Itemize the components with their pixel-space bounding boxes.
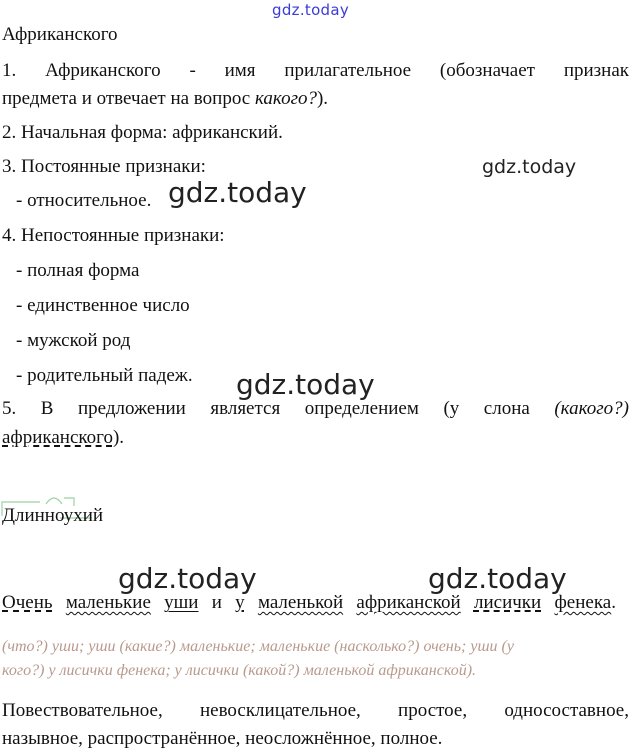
p5-w0: 5. xyxy=(2,398,17,419)
sentence-w9: фенека xyxy=(554,592,612,613)
p4-item-3: - мужской род xyxy=(16,330,131,351)
word2-text: Длинноухий xyxy=(2,505,104,526)
summary-w0: Повествовательное, xyxy=(2,700,163,721)
sentence-w9-wrap xyxy=(554,592,615,614)
p3-line: 3. Постоянные признаки: xyxy=(2,156,206,177)
summary-w2: простое, xyxy=(398,700,468,721)
p5-w6: слона xyxy=(483,398,530,419)
p1-w3: имя xyxy=(224,60,256,81)
p1-w4: прилагательное xyxy=(284,60,412,81)
sentence-w4: и xyxy=(211,592,222,613)
sentence-w6: маленькой xyxy=(257,592,344,613)
sentence-w1: Очень xyxy=(2,592,53,613)
sentence-w5: у xyxy=(235,592,245,613)
faint-line-2: кого?) у лисички фенека; у лисички (какой?) маленькой африканской). xyxy=(2,662,477,679)
p1-w2: - xyxy=(189,60,196,81)
watermark-4: gdz.today xyxy=(118,562,257,595)
sentence-w8: лисички xyxy=(473,592,542,613)
p5-line2-end: ). xyxy=(112,427,125,448)
sentence-w3: уши xyxy=(164,592,199,613)
p5-w4: определением xyxy=(304,398,419,419)
p5-w1: В xyxy=(40,398,54,419)
p1-w5: (обозначает xyxy=(439,60,535,81)
summary-line1 xyxy=(2,700,629,722)
p5-w2: предложении xyxy=(78,398,186,419)
faint-line-1: (что?) уши; уши (какие?) маленькие; маленькие (насколько?) очень; уши (у xyxy=(2,638,514,655)
p4-item-4: - родительный падеж. xyxy=(16,365,193,386)
p5-line1 xyxy=(2,398,629,420)
sentence-end: . xyxy=(611,592,616,613)
p1-w0: 1. xyxy=(2,60,17,81)
heading-word: Африканского xyxy=(2,24,118,45)
watermark-top: gdz.today xyxy=(272,1,350,19)
summary-w3: односоставное, xyxy=(504,700,629,721)
p2-line: 2. Начальная форма: африканский. xyxy=(2,122,283,143)
summary-line2: назывное, распространённое, неосложнённое, полное. xyxy=(2,728,443,749)
watermark-3: gdz.today xyxy=(236,368,375,401)
sentence-w2: маленькие xyxy=(65,592,151,613)
p3-item: - относительное. xyxy=(16,190,152,211)
p5-w3: является xyxy=(210,398,281,419)
p5-w7: (какого?) xyxy=(554,398,629,419)
summary-w1: невосклицательное, xyxy=(199,700,361,721)
p1-line2-end: ). xyxy=(316,88,329,109)
p1-line2-italic: какого? xyxy=(254,88,317,109)
p1-line2-text: предмета и отвечает на вопрос xyxy=(2,88,255,109)
p1-w1: Африканского xyxy=(45,60,161,81)
p5-line2 xyxy=(2,427,124,449)
sentence-w7: африканской xyxy=(356,592,461,613)
p5-w5: (у xyxy=(443,398,460,419)
watermark-1: gdz.today xyxy=(482,156,577,178)
watermark-5: gdz.today xyxy=(428,562,567,595)
p1-line1 xyxy=(2,60,629,82)
p1-w6: признак xyxy=(563,60,629,81)
p4-item-1: - полная форма xyxy=(16,260,140,281)
p4-line: 4. Непостоянные признаки: xyxy=(2,225,225,246)
word2 xyxy=(2,505,103,527)
p4-item-2: - единственное число xyxy=(16,295,190,316)
p5-line2-word: африканского xyxy=(2,427,113,448)
p1-line2 xyxy=(2,88,328,110)
watermark-2: gdz.today xyxy=(168,176,307,209)
sentence-line xyxy=(2,592,616,614)
